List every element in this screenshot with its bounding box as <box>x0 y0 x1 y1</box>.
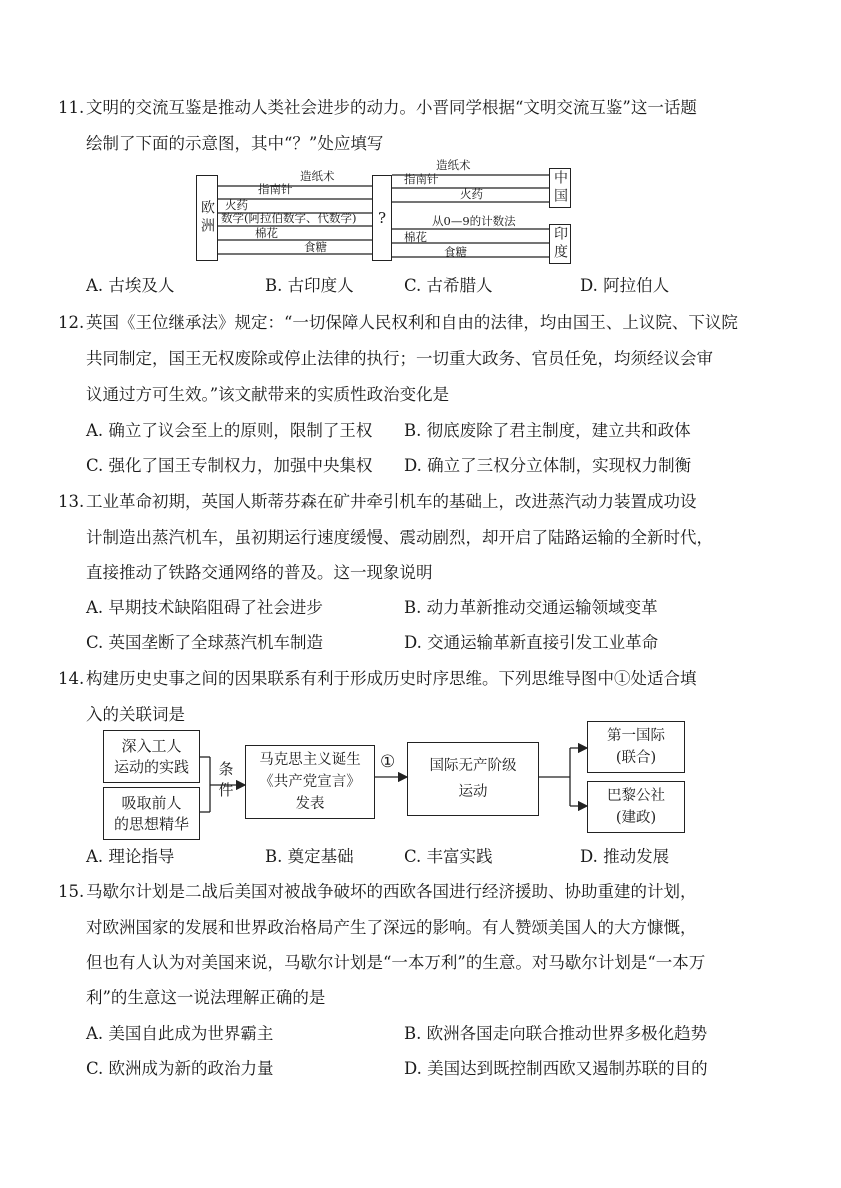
option-a[interactable]: A. 美国自此成为世界霸主 <box>86 1024 274 1043</box>
question-stem-line: 绘制了下面的示意图，其中“？”处应填写 <box>86 134 384 153</box>
option-d[interactable]: D. 确立了三权分立体制，实现权力制衡 <box>404 456 692 475</box>
item-label: 造纸术 <box>300 169 335 183</box>
item-label: 火药 <box>460 187 483 201</box>
item-label: 数学(阿拉伯数字、代数学) <box>221 211 357 225</box>
question-mark: ? <box>377 209 387 227</box>
option-d[interactable]: D. 美国达到既控制西欧又遏制苏联的目的 <box>404 1059 708 1078</box>
paris-commune-box: 巴黎公社 (建政) <box>587 781 685 833</box>
option-c[interactable]: C. 英国垄断了全球蒸汽机车制造 <box>86 633 324 652</box>
thought-box: 吸取前人 的思想精华 <box>103 787 200 840</box>
question-stem-line: 计制造出蒸汽机车，虽初期运行速度缓慢、震动剧烈，却开启了陆路运输的全新时代， <box>86 528 713 547</box>
first-international-box: 第一国际 (联合) <box>587 721 685 773</box>
item-label: 指南针 <box>404 172 439 186</box>
option-c[interactable]: C. 强化了国王专制权力，加强中央集权 <box>86 456 373 475</box>
item-label: 食糖 <box>304 240 327 254</box>
option-a[interactable]: A. 确立了议会至上的原则，限制了王权 <box>86 421 373 440</box>
condition-label: 条件 <box>216 761 235 803</box>
question-stem-line: 文明的交流互鉴是推动人类社会进步的动力。小晋同学根据“文明交流互鉴”这一话题 <box>86 98 697 117</box>
option-b[interactable]: B. 彻底废除了君主制度，建立共和政体 <box>404 421 691 440</box>
option-b[interactable]: B. 动力革新推动交通运输领域变革 <box>404 598 658 617</box>
option-d[interactable]: D. 阿拉伯人 <box>580 276 670 295</box>
question-number: 14. <box>58 669 85 688</box>
question-stem-line: 对欧洲国家的发展和世界政治格局产生了深远的影响。有人赞颂美国人的大方慷慨， <box>86 918 697 937</box>
item-label: 指南针 <box>258 182 293 196</box>
option-a[interactable]: A. 理论指导 <box>86 847 175 866</box>
question-stem-line: 利”的生意这一说法理解正确的是 <box>86 988 326 1007</box>
question-stem-line: 议通过方可生效。”该文献带来的实质性政治变化是 <box>86 385 450 404</box>
item-label: 造纸术 <box>436 158 471 172</box>
option-a[interactable]: A. 古埃及人 <box>86 276 175 295</box>
item-label: 从0—9的计数法 <box>432 214 516 228</box>
question-stem-line: 共同制定，国王无权废除或停止法律的执行；一切重大政务、官员任免，均须经议会审 <box>86 349 713 368</box>
question-stem-line: 直接推动了铁路交通网络的普及。这一现象说明 <box>86 563 433 582</box>
item-label: 食糖 <box>444 245 467 259</box>
europe-label: 欧洲 <box>199 200 215 236</box>
international-movement-box: 国际无产阶级 运动 <box>407 742 539 816</box>
question-stem-line: 入的关联词是 <box>86 705 185 724</box>
marxism-box: 马克思主义诞生 《共产党宣言》 发表 <box>245 745 375 819</box>
question-number: 13. <box>58 492 85 511</box>
question-stem-line: 但也有人认为对美国来说，马歇尔计划是“一本万利”的生意。对马歇尔计划是“一本万 <box>86 953 706 972</box>
option-c[interactable]: C. 古希腊人 <box>404 276 493 295</box>
question-stem-line: 英国《王位继承法》规定：“一切保障人民权利和自由的法律，均由国王、上议院、下议院 <box>86 313 738 332</box>
option-d[interactable]: D. 交通运输革新直接引发工业革命 <box>404 633 659 652</box>
option-a[interactable]: A. 早期技术缺陷阻碍了社会进步 <box>86 598 323 617</box>
question-stem-line: 构建历史史事之间的因果联系有利于形成历史时序思维。下列思维导图中①处适合填 <box>86 669 697 688</box>
option-b[interactable]: B. 奠定基础 <box>265 847 354 866</box>
option-c[interactable]: C. 欧洲成为新的政治力量 <box>86 1059 274 1078</box>
question-number: 12. <box>58 313 85 332</box>
question-stem-line: 工业革命初期，英国人斯蒂芬森在矿井牵引机车的基础上，改进蒸汽动力装置成功设 <box>86 492 697 511</box>
practice-box: 深入工人 运动的实践 <box>103 730 200 783</box>
china-label: 中国 <box>552 170 568 206</box>
question-number: 11. <box>58 98 85 117</box>
option-d[interactable]: D. 推动发展 <box>580 847 670 866</box>
item-label: 棉花 <box>255 226 278 240</box>
question-number: 15. <box>58 882 85 901</box>
question-stem-line: 马歇尔计划是二战后美国对被战争破坏的西欧各国进行经济援助、协助重建的计划， <box>86 882 697 901</box>
option-b[interactable]: B. 古印度人 <box>265 276 354 295</box>
blank-marker: ① <box>380 752 396 772</box>
item-label: 棉花 <box>404 230 427 244</box>
option-c[interactable]: C. 丰富实践 <box>404 847 493 866</box>
india-label: 印度 <box>552 226 568 262</box>
item-label: 火药 <box>225 198 248 212</box>
option-b[interactable]: B. 欧洲各国走向联合推动世界多极化趋势 <box>404 1024 708 1043</box>
